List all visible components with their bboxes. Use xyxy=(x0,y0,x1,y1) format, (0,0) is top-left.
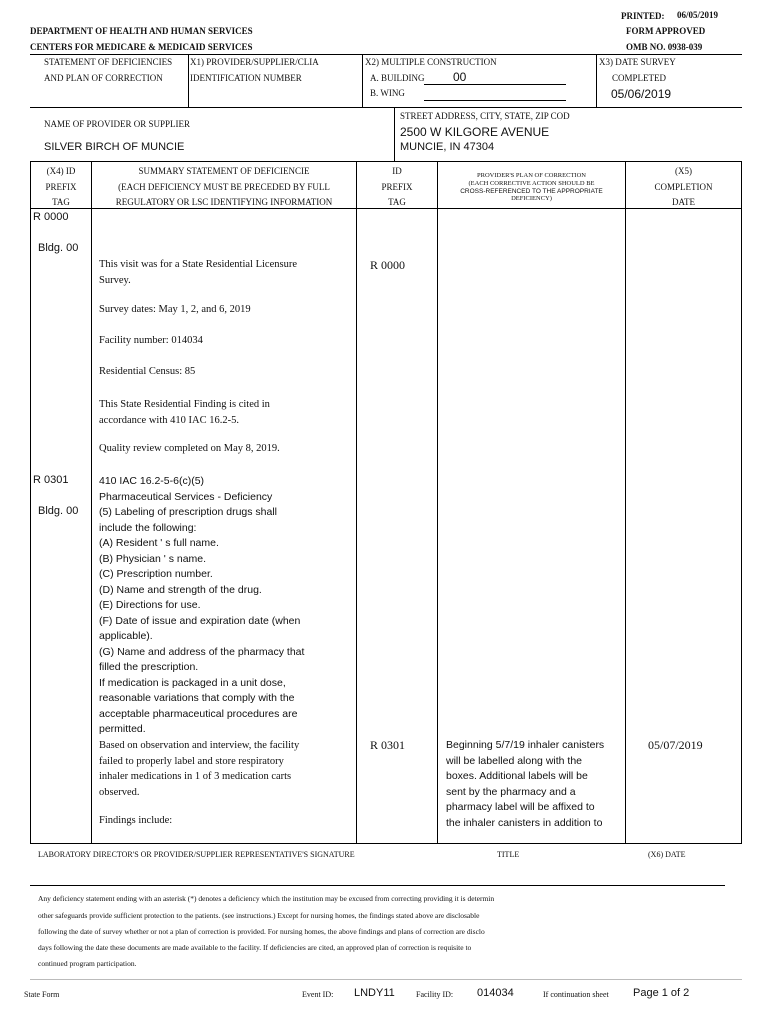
building-label: A. BUILDING xyxy=(370,73,425,83)
findings-include: Findings include: xyxy=(99,815,173,826)
plan-header-4: DEFICIENCY) xyxy=(511,195,552,202)
col-divider-2 xyxy=(362,54,363,107)
continuation-sheet-label: If continuation sheet xyxy=(543,990,609,999)
provider-name-label: NAME OF PROVIDER OR SUPPLIER xyxy=(44,119,191,129)
disclaimer-line-3: following the date of survey whether or not a plan of correction is provided. For nursing homes, the above findings and plans of correction are disclo xyxy=(38,927,485,936)
column-header-bottom-border xyxy=(30,208,742,209)
disclaimer-line-5: continued program participation. xyxy=(38,959,137,968)
statement-label-1: STATEMENT OF DEFICIENCIES xyxy=(44,57,173,67)
statement-label-2: AND PLAN OF CORRECTION xyxy=(44,73,163,83)
regulation-text: 410 IAC 16.2-5-6(c)(5) Pharmaceutical Services - Deficiency (5) Labeling of prescription drugs shall include the following: (A) Resident ' s full name. (B) Physician ' s name. (C) Prescription number. (D) Name and strength of the drug. (E) Directions for use. (F) Date of issue and expiration date (when applicable). (G) Name and address of the pharmacy that filled the prescription. If medication is packaged in a unit dose, reasonable variations that comply with the acceptable pharmaceutical procedures are permitted. xyxy=(99,475,305,735)
event-id-value: LNDY11 xyxy=(354,987,395,999)
department-title: DEPARTMENT OF HEALTH AND HUMAN SERVICES xyxy=(30,26,253,36)
date-survey-value: 05/06/2019 xyxy=(611,87,672,101)
completion-date: 05/07/2019 xyxy=(648,738,703,752)
col-line-summary xyxy=(356,161,357,843)
col-divider-1 xyxy=(188,54,189,107)
signature-date-label: (X6) DATE xyxy=(648,850,686,859)
finding-cited-text: This State Residential Finding is cited in accordance with 410 IAC 16.2-5. xyxy=(99,399,270,426)
top-box-divider xyxy=(30,107,742,108)
table-right-border xyxy=(741,161,742,843)
provider-box-bottom-border xyxy=(30,161,742,162)
top-box-top-border xyxy=(30,54,742,55)
disclaimer-line-4: days following the date these documents are made available to the facility. If deficiencies are cited, an approved plan of correction is requisite to xyxy=(38,943,472,952)
centers-title: CENTERS FOR MEDICARE & MEDICAID SERVICES xyxy=(30,42,253,52)
x4-label-2: PREFIX xyxy=(45,182,77,192)
wing-label: B. WING xyxy=(370,88,405,98)
building-tag-2: Bldg. 00 xyxy=(38,505,79,517)
prefix-tag-1: R 0000 xyxy=(33,211,69,223)
form-approved: FORM APPROVED xyxy=(626,26,706,36)
address-line-1: 2500 W KILGORE AVENUE xyxy=(400,125,550,139)
printed-label: PRINTED: xyxy=(621,11,665,21)
table-bottom-border xyxy=(30,843,742,844)
provider-name-value: SILVER BIRCH OF MUNCIE xyxy=(44,141,185,153)
id-tag-2: R 0301 xyxy=(370,738,406,752)
provider-id-label-2: IDENTIFICATION NUMBER xyxy=(190,73,302,83)
date-survey-label-2: COMPLETED xyxy=(612,73,666,83)
signature-bottom-border xyxy=(30,885,725,886)
quality-review: Quality review completed on May 8, 2019. xyxy=(99,443,280,454)
x5-header-3: DATE xyxy=(672,197,695,207)
provider-divider xyxy=(394,107,395,161)
provider-id-label-1: X1) PROVIDER/SUPPLIER/CLIA xyxy=(190,57,319,67)
date-survey-label-1: X3) DATE SURVEY xyxy=(599,57,676,67)
residential-census: Residential Census: 85 xyxy=(99,366,196,377)
title-label: TITLE xyxy=(497,850,520,859)
x4-label-3: TAG xyxy=(52,197,70,207)
id-header-3: TAG xyxy=(388,197,406,207)
address-label: STREET ADDRESS, CITY, STATE, ZIP COD xyxy=(400,111,570,121)
col-line-plan xyxy=(625,161,626,843)
col-line-id xyxy=(437,161,438,843)
id-header-1: ID xyxy=(392,166,402,176)
summary-header-2: (EACH DEFICIENCY MUST BE PRECEDED BY FULL xyxy=(118,182,330,192)
building-value: 00 xyxy=(453,70,467,84)
summary-header-1: SUMMARY STATEMENT OF DEFICIENCIE xyxy=(138,166,310,176)
building-tag-1: Bldg. 00 xyxy=(38,242,79,254)
building-underline xyxy=(424,84,566,85)
x5-header-1: (X5) xyxy=(675,166,692,176)
disclaimer-line-1: Any deficiency statement ending with an asterisk (*) denotes a deficiency which the institution may be excused from correcting providing it is determin xyxy=(38,894,495,903)
prefix-tag-2: R 0301 xyxy=(33,474,69,486)
table-left-border xyxy=(30,161,31,843)
wing-underline xyxy=(424,100,566,101)
summary-header-3: REGULATORY OR LSC IDENTIFYING INFORMATION xyxy=(115,197,333,207)
facility-id-value: 014034 xyxy=(477,987,514,999)
id-tag-1: R 0000 xyxy=(370,258,406,272)
footer-divider xyxy=(30,979,742,980)
multiple-construction-label: X2) MULTIPLE CONSTRUCTION xyxy=(365,57,497,67)
plan-header-3: CROSS-REFERENCED TO THE APPROPRIATE xyxy=(460,188,603,195)
plan-header-1: PROVIDER'S PLAN OF CORRECTION xyxy=(477,172,586,179)
id-header-2: PREFIX xyxy=(381,182,413,192)
x5-header-2: COMPLETION xyxy=(654,182,713,192)
facility-id-label: Facility ID: xyxy=(416,990,454,999)
visit-text: This visit was for a State Residential Licensure Survey. xyxy=(99,259,297,286)
event-id-label: Event ID: xyxy=(302,990,334,999)
omb-number: OMB NO. 0938-039 xyxy=(626,42,703,52)
col-divider-3 xyxy=(596,54,597,107)
address-line-2: MUNCIE, IN 47304 xyxy=(400,141,495,153)
state-form-label: State Form xyxy=(24,990,60,999)
disclaimer-line-2: other safeguards provide sufficient protection to the patients. (see instructions.) Except for nursing homes, the findings stated above are disclosable xyxy=(38,911,480,920)
observation-text: Based on observation and interview, the facility failed to properly label and store respiratory inhaler medications in 1 of 3 medication carts observed. xyxy=(99,740,300,798)
page-number: Page 1 of 2 xyxy=(633,987,690,999)
col-line-prefix xyxy=(91,161,92,843)
signature-label: LABORATORY DIRECTOR'S OR PROVIDER/SUPPLIER REPRESENTATIVE'S SIGNATURE xyxy=(38,850,355,859)
x4-label-1: (X4) ID xyxy=(46,166,76,176)
plan-of-correction-text: Beginning 5/7/19 inhaler canisters will be labelled along with the boxes. Additional labels will be sent by the pharmacy and a pharmacy label will be affixed to the inhaler canisters in addition to xyxy=(446,739,605,829)
facility-number: Facility number: 014034 xyxy=(99,335,203,346)
survey-dates: Survey dates: May 1, 2, and 6, 2019 xyxy=(99,304,251,315)
plan-header-2: (EACH CORRECTIVE ACTION SHOULD BE xyxy=(468,180,595,187)
printed-date: 06/05/2019 xyxy=(677,10,719,20)
